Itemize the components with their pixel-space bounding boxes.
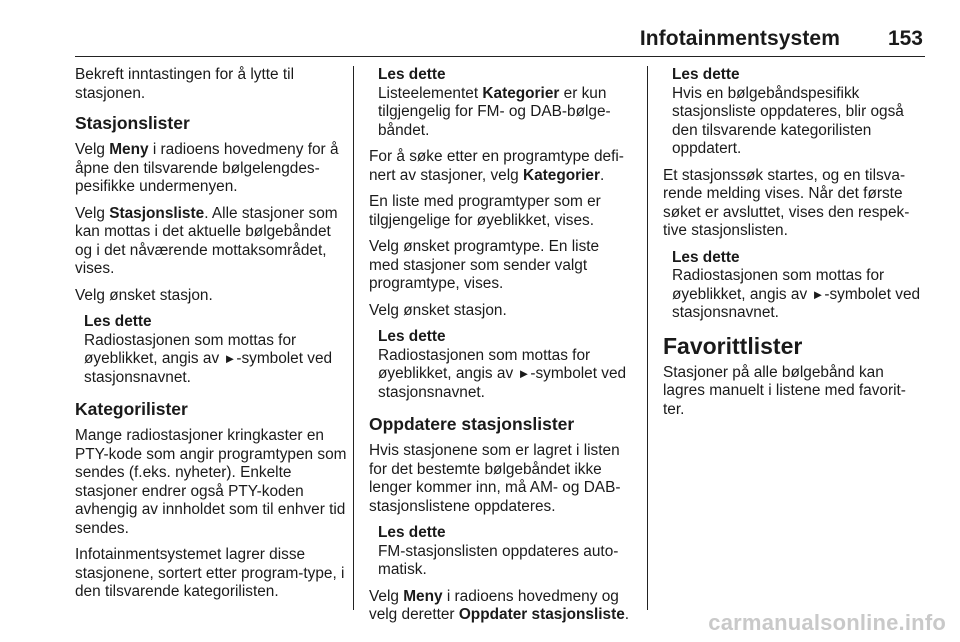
paragraph: Velg Meny i radioens hovedmeny og velg deretter Oppdater stasjonsliste.	[369, 587, 630, 623]
page-number: 153	[887, 27, 923, 50]
note-box: Les dette FM-stasjonslisten oppdateres auto-matisk.	[378, 524, 633, 580]
paragraph: Velg ønsket stasjon.	[75, 286, 213, 304]
section-heading-favorittlister: Favorittlister	[663, 332, 803, 359]
section-heading-stasjonslister: Stasjonslister	[75, 113, 190, 133]
page-header	[75, 18, 925, 57]
paragraph: Infotainmentsystemet lagrer disse stasjonene, sortert etter program-type, i den tilsvarende kategorilisten.	[75, 546, 345, 600]
paragraph: Velg Stasjonsliste. Alle stasjoner som kan mottas i det aktuelle bølgebåndet og i det nåværende mottaksområdet, vises.	[75, 204, 338, 277]
play-triangle-icon: ►	[223, 351, 237, 366]
menu-term: Oppdater stasjonsliste	[458, 606, 625, 623]
note-box: Les dette Radiostasjonen som mottas for øyeblikket, angis av ►-symbolet ved stasjonsnavnet.	[672, 249, 927, 323]
paragraph: Hvis stasjonene som er lagret i listen for det bestemte bølgebåndet ikke lenger kommer inn, må AM- og DAB-stasjonslistene oppdateres.	[369, 442, 621, 515]
menu-term: Stasjonsliste	[109, 204, 205, 222]
watermark-text: carmanualsonline.info	[708, 610, 946, 635]
menu-term: Meny	[403, 587, 443, 605]
note-label: Les dette	[84, 313, 152, 330]
note-box: Les dette Listeelementet Kategorier er kun tilgjengelig for FM- og DAB-bølge-båndet.	[378, 66, 633, 140]
menu-term: Meny	[109, 141, 149, 158]
intro-paragraph: Bekreft inntastingen for å lytte til stasjonen.	[75, 66, 295, 102]
menu-term: Kategorier	[482, 84, 560, 102]
note-label: Les dette	[672, 248, 740, 266]
paragraph: Velg ønsket programtype. En liste med stasjoner som sender valgt programtype, vises.	[369, 238, 600, 292]
paragraph: En liste med programtyper som er tilgjengelige for øyeblikket, vises.	[369, 193, 601, 229]
menu-term: Kategorier	[523, 166, 600, 184]
column-2	[369, 66, 633, 633]
paragraph: Velg Meny i radioens hovedmeny for å åpne den tilsvarende bølgelengdes-pesifikke undermenyen.	[75, 141, 339, 195]
note-box: Les dette Radiostasjonen som mottas for øyeblikket, angis av ►-symbolet ved stasjonsnavnet.	[378, 328, 633, 402]
paragraph: Stasjoner på alle bølgebånd kan lagres manuelt i listene med favorit-ter.	[663, 363, 906, 418]
play-triangle-icon: ►	[811, 286, 825, 302]
paragraph: Velg ønsket stasjon.	[369, 301, 507, 319]
column-3	[663, 66, 927, 427]
column-1	[75, 66, 347, 610]
note-label: Les dette	[672, 66, 740, 83]
paragraph: Mange radiostasjoner kringkaster en PTY-kode som angir programtypen som sendes (f.eks. nyheter). Enkelte stasjoner endrer også PTY-koden avhengig av innholdet som til enhver tid sendes.	[75, 427, 347, 537]
section-heading-oppdatere: Oppdatere stasjonslister	[369, 414, 575, 434]
column-divider	[647, 66, 648, 610]
note-box: Les dette Radiostasjonen som mottas for øyeblikket, angis av ►-symbolet ved stasjonsnavnet.	[84, 313, 347, 387]
page-title: Infotainmentsystem	[639, 27, 840, 50]
section-heading-kategorilister: Kategorilister	[75, 399, 188, 419]
paragraph: For å søke etter en programtype defi-nert av stasjoner, velg Kategorier.	[369, 148, 624, 184]
play-triangle-icon: ►	[517, 366, 531, 381]
note-box: Les dette Hvis en bølgebåndspesifikk stasjonsliste oppdateres, blir også den tilsvarende kategorilisten oppdatert.	[672, 66, 927, 159]
note-label: Les dette	[378, 524, 446, 541]
column-divider	[353, 66, 354, 610]
paragraph: Et stasjonssøk startes, og en tilsva-rende melding vises. Når det første søket er avsluttet, vises den respek-tive stasjonslisten.	[663, 166, 910, 239]
note-label: Les dette	[378, 66, 446, 83]
note-label: Les dette	[378, 328, 446, 345]
